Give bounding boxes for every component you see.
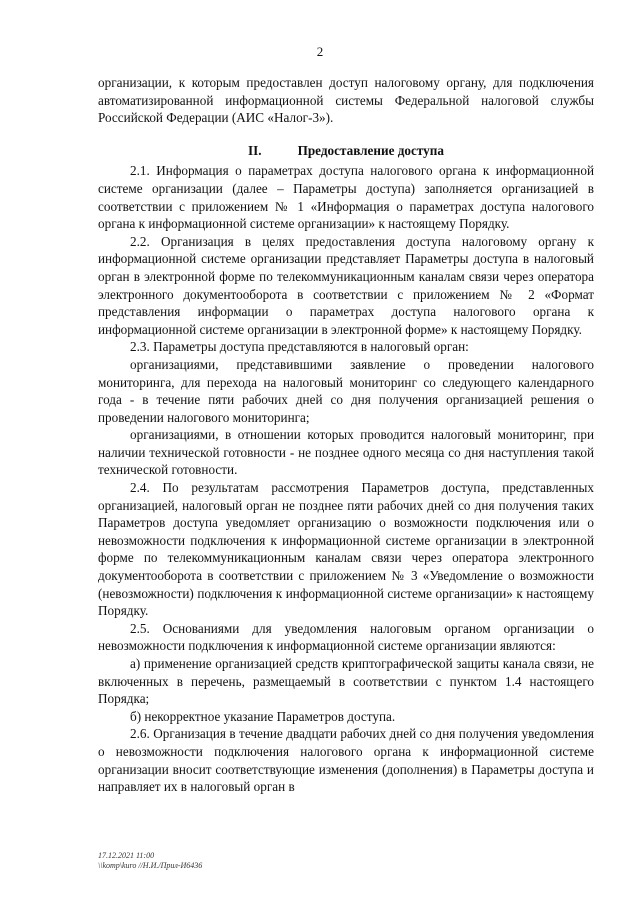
section-heading	[98, 142, 594, 160]
paragraph-2-5-item-b: б) некорректное указание Параметров доступа.	[130, 708, 396, 724]
document-footer	[98, 851, 202, 871]
paragraph-2-6: 2.6. Организация в течение двадцати рабочих дней со дня получения уведомления о невозможности подключения налогового органа к информационной системе организации вносит соответствующие изменения (дополнения) в Параметры доступа и направляет их в налоговый орган в	[98, 726, 594, 795]
paragraph-2-2: 2.2. Организация в целях предоставления доступа налоговому органу к информационной системе организации представляет Параметры доступа в налоговый орган в электронной форме по телекоммуникационным каналам связи через оператора электронного документооборота в соответствии с приложением № 2 «Формат представления информации о параметрах доступа налогового органа к информационной системе организации в электронной форме» к настоящему Порядку.	[98, 233, 594, 337]
footer-date: 17.12.2021 11:00	[98, 851, 155, 860]
document-body	[98, 74, 594, 796]
section-number: II.	[248, 142, 262, 158]
paragraph-2-4: 2.4. По результатам рассмотрения Параметров доступа, представленных организацией, налоговый орган не позднее пяти рабочих дней со дня получения таких Параметров доступа уведомляет организацию о возможности подключения или о невозможности подключения к информационной системе организации в электронной форме по телекоммуникационным каналам связи через оператора электронного документооборота в соответствии с приложением № 3 «Уведомление о возможности (невозможности) подключения к информационной системе организации» к настоящему Порядку.	[98, 480, 594, 619]
paragraph-2-3: 2.3. Параметры доступа представляются в налоговый орган:	[130, 339, 469, 355]
paragraph-2-3-item-1: организациями, представившими заявление о проведении налогового мониторинга, для перехода на налоговый мониторинг со следующего календарного года - в течение пяти рабочих дней со дня получения организацией решения о проведении налогового мониторинга;	[98, 356, 594, 425]
page-number: 2	[316, 44, 324, 59]
paragraph-2-5-item-a: а) применение организацией средств криптографической защиты канала связи, не включенных в перечень, размещаемый в соответствии с пунктом 1.4 настоящего Порядка;	[98, 656, 594, 707]
paragraph-2-5: 2.5. Основаниями для уведомления налоговым органом организации о невозможности подключения к информационной системе организации являются:	[98, 620, 594, 654]
paragraph-2-1: 2.1. Информация о параметрах доступа налогового органа к информационной системе организации (далее – Параметры доступа) заполняется организацией в соответствии с приложением № 1 «Информация о параметрах доступа налогового органа к информационной системе организации» к настоящему Порядку.	[98, 163, 594, 232]
section-title: Предоставление доступа	[297, 142, 444, 158]
footer-path: \\komp\kuro //Н.И./Прил-И6436	[98, 861, 203, 870]
paragraph-2-3-item-2: организациями, в отношении которых проводится налоговый мониторинг, при наличии технической готовности - не позднее одного месяца со дня наступления такой технической готовности.	[98, 427, 594, 478]
intro-paragraph: организации, к которым предоставлен доступ налоговому органу, для подключения автоматизированной информационной системы Федеральной налоговой службы Российской Федерации (АИС «Налог-3»).	[98, 75, 594, 126]
